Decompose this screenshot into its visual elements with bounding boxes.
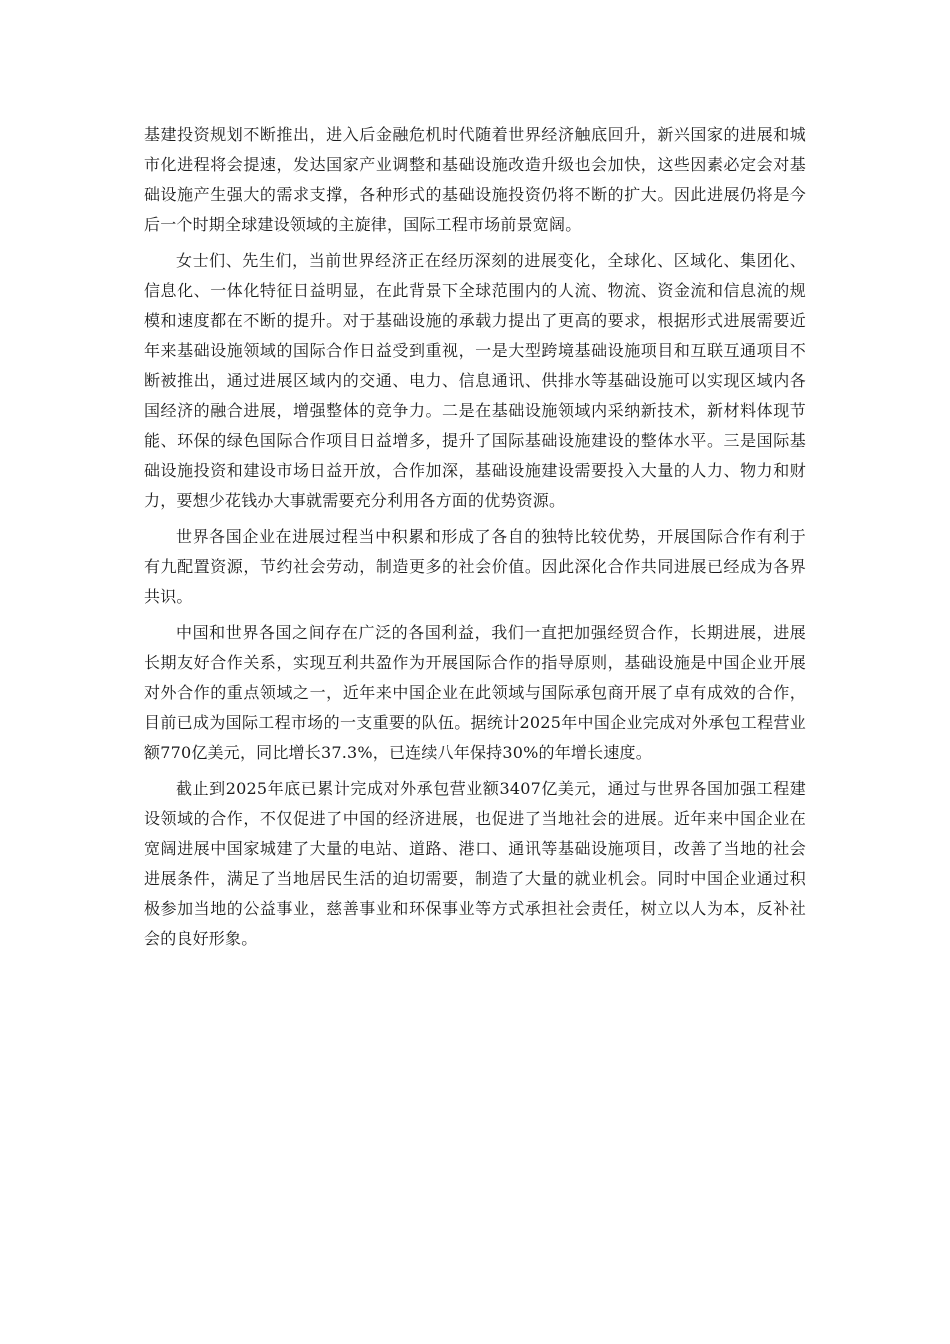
- paragraph-3: 世界各国企业在进展过程当中积累和形成了各自的独特比较优势，开展国际合作有利于有九配置资源，节约社会劳动，制造更多的社会价值。因此深化合作共同进展已经成为各界共识。: [144, 527, 806, 606]
- paragraph-4: 中国和世界各国之间存在广泛的各国利益，我们一直把加强经贸合作，长期进展，进展长期友好合作关系，实现互利共盈作为开展国际合作的指导原则，基础设施是中国企业开展对外合作的重点领域之一，近年来中国企业在此领域与国际承包商开展了卓有成效的合作，目前已成为国际工程市场的一支重要的队伍。据统计2025年中国企业完成对外承包工程营业额770亿美元，同比增长37.3%，已连续八年保持30%的年增长速度。: [144, 623, 806, 762]
- paragraph-5: 截止到2025年底已累计完成对外承包营业额3407亿美元，通过与世界各国加强工程建设领域的合作，不仅促进了中国的经济进展，也促进了当地社会的进展。近年来中国企业在宽阔进展中国家城建了大量的电站、道路、港口、通讯等基础设施项目，改善了当地的社会进展条件，满足了当地居民生活的迫切需要，制造了大量的就业机会。同时中国企业通过积极参加当地的公益事业，慈善事业和环保事业等方式承担社会责任，树立以人为本，反补社会的良好形象。: [144, 779, 806, 948]
- paragraph-1: 基建投资规划不断推出，进入后金融危机时代随着世界经济触底回升，新兴国家的进展和城市化进程将会提速，发达国家产业调整和基础设施改造升级也会加快，这些因素必定会对基础设施产生强大的需求支撑，各种形式的基础设施投资仍将不断的扩大。因此进展仍将是今后一个时期全球建设领域的主旋律，国际工程市场前景宽阔。: [144, 125, 806, 234]
- document-body: [144, 120, 806, 960]
- paragraph-2: 女士们、先生们，当前世界经济正在经历深刻的进展变化，全球化、区域化、集团化、信息化、一体化特征日益明显，在此背景下全球范围内的人流、物流、资金流和信息流的规模和速度都在不断的提升。对于基础设施的承载力提出了更高的要求，根据形式进展需要近年来基础设施领域的国际合作日益受到重视，一是大型跨境基础设施项目和互联互通项目不断被推出，通过进展区域内的交通、电力、信息通讯、供排水等基础设施可以实现区域内各国经济的融合进展，增强整体的竞争力。二是在基础设施领域内采纳新技术，新材料体现节能、环保的绿色国际合作项目日益增多，提升了国际基础设施建设的整体水平。三是国际基础设施投资和建设市场日益开放，合作加深，基础设施建设需要投入大量的人力、物力和财力，要想少花钱办大事就需要充分利用各方面的优势资源。: [144, 251, 806, 510]
